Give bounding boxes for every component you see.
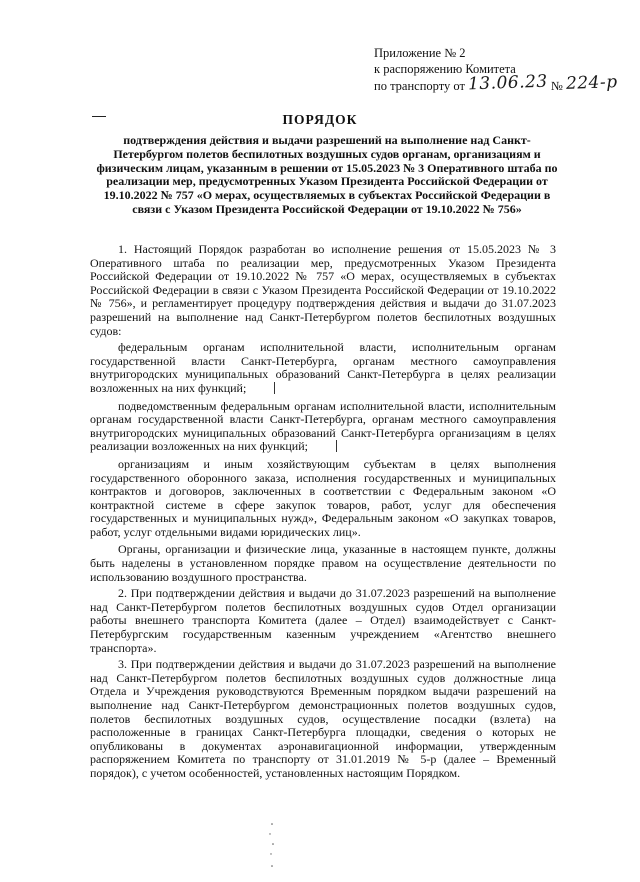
document-body — [90, 243, 556, 784]
list-item-subordinate-orgs — [90, 400, 556, 454]
paragraph-1-conclusion: Органы, организации и физические лица, указанные в настоящем пункте, должны быть наделены в установленном порядке правом на осуществление деятельности по использованию воздушного пространства. — [90, 542, 556, 584]
handwritten-date: 13.06.23 — [467, 71, 549, 95]
scan-cursor-mark — [336, 440, 337, 452]
document-title: ПОРЯДОК — [282, 112, 358, 127]
appendix-line-2: к распоряжению Комитета — [374, 62, 516, 76]
scan-noise-marks — [266, 820, 278, 875]
paragraph-1: 1. Настоящий Порядок разработан во исполнение решения от 15.05.2023 № 3 Оперативного штаба по реализации мер, предусмотренных Указом Президента Российской Федерации от 19.10.2022 № 757 «О мерах, осуществляемых в субъектах Российской Федерации в связи с Указом Президента Российской Федерации от 19.10.2022 № 756», и регламентирует процедуру подтверждения действия и выдачи до 31.07.2023 разрешений на выполнение над Санкт-Петербургом полетов беспилотных воздушных судов: — [90, 242, 556, 338]
list-item-federal-bodies — [90, 341, 556, 395]
paragraph-3: 3. При подтверждении действия и выдачи до 31.07.2023 разрешений на выполнение над Санкт-Петербургом полетов беспилотных воздушных судов должностные лица Отдела и Учреждения руководствуются Временным порядком выдачи разрешений на выполнение над Санкт-Петербургом демонстрационных полетов воздушных судов, полетов беспилотных воздушных судов, осуществление посадки (взлета) на расположенные в границах Санкт-Петербурга площадки, сведения о которых не опубликованы в документах аэронавигационной информации, утвержденным распоряжением Комитета по транспорту от 31.01.2019 № 5-р (далее – Временный порядок), с учетом особенностей, установленных настоящим Порядком. — [90, 657, 556, 780]
appendix-date-prefix: по транспорту от — [374, 79, 465, 93]
list-item-economic-entities: организациям и иным хозяйствующим субъектам в целях выполнения государственного оборонного заказа, исполнения государственных и муниципальных контрактов и договоров, заключенных в соответствии с Федеральным законом «О контрактной системе в сфере закупок товаров, работ, услуг для обеспечения государственных и муниципальных нужд», Федеральным законом «О закупках товаров, работ, услуг отдельными видами юридических лиц». — [90, 456, 556, 539]
appendix-line-3 — [374, 71, 624, 95]
number-sign: № — [550, 79, 563, 93]
list-item-text: федеральным органам исполнительной власти, исполнительным органам государственной власти Санкт-Петербурга, органам местного самоуправления внутригородских муниципальных образований Санкт-Петербурга в целях реализации возложенных на них функций; — [90, 340, 556, 395]
list-item-text: подведомственным федеральным органам исполнительной власти, исполнительным органам государственной власти Санкт-Петербурга, органам местного самоуправления внутригородских муниципальных образований Санкт-Петербурга организациям в целях реализации возложенных на них функций; — [90, 398, 556, 454]
appendix-line-1: Приложение № 2 — [374, 46, 466, 60]
appendix-header — [374, 45, 624, 94]
handwritten-number: 224-р — [565, 72, 618, 94]
scan-cursor-mark — [274, 382, 275, 394]
paragraph-2: 2. При подтверждении действия и выдачи до 31.07.2023 разрешений на выполнение над Санкт-Петербургом полетов беспилотных воздушных судов Отдел организации работы внешнего транспорта Комитета (далее – Отдел) взаимодействует с Санкт-Петербургским государственным казенным учреждением «Агентство внешнего транспорта». — [90, 586, 556, 655]
document-subtitle: подтверждения действия и выдачи разрешений на выполнение над Санкт-Петербургом полетов беспилотных воздушных судов органам, организациям и физическим лицам, указанным в решении от 15.05.2023 № 3 Оперативного штаба по реализации мер, предусмотренных Указом Президента Российской Федерации от 19.10.2022 № 757 «О мерах, осуществляемых в субъектах Российской Федерации в связи с Указом Президента Российской Федерации от 19.10.2022 № 756» — [96, 133, 558, 216]
